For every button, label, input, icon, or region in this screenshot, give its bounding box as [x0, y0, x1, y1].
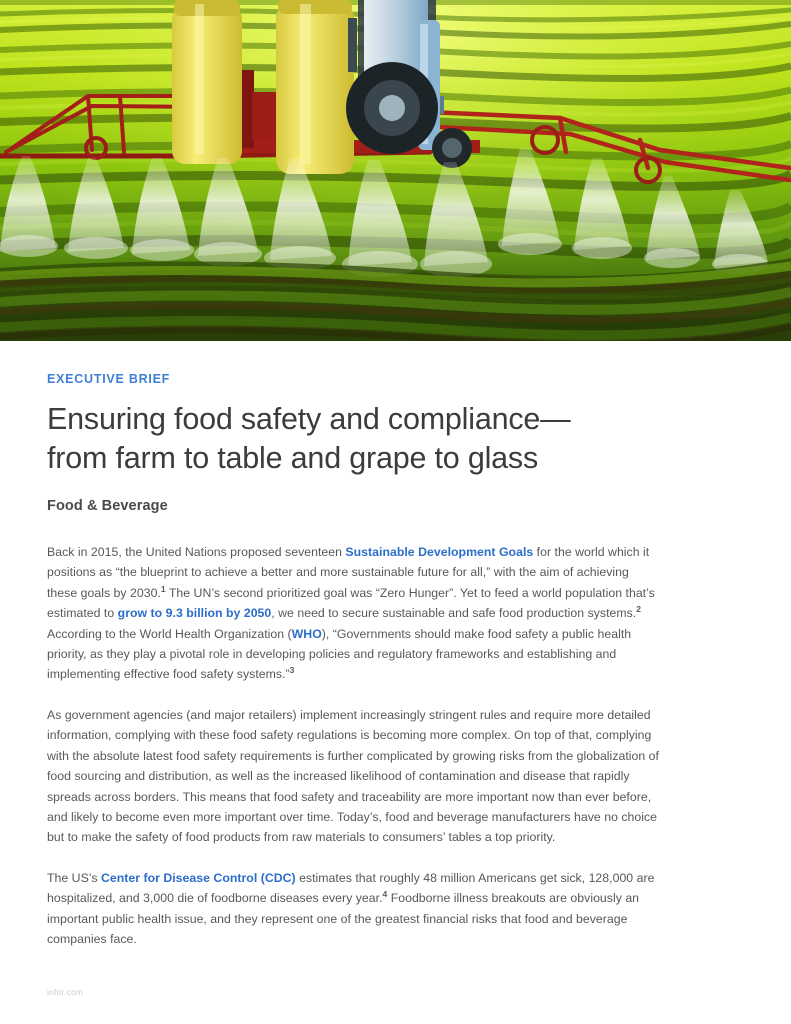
hero-image: [0, 0, 791, 341]
footer-site-url: infor.com: [47, 987, 84, 997]
p1-text-2: for the world which it positions as “the blueprint to achieve a better and more sustainable future for all,” with the aim of achieving these goals by 2030.: [47, 545, 650, 600]
page-title-line-1: Ensuring food safety and compliance—: [47, 401, 571, 436]
footnote-marker-4: 4: [382, 889, 388, 900]
p1-text-3: The UN’s second prioritized goal was “Zero Hunger”. Yet to feed a world population that’s estimated to: [47, 585, 655, 621]
paragraph-1: [47, 542, 659, 685]
eyebrow-label: EXECUTIVE BRIEF: [47, 372, 171, 386]
link-who[interactable]: WHO: [291, 626, 322, 641]
p1-text-4: , we need to secure sustainable and safe food production systems.: [271, 606, 637, 621]
link-cdc[interactable]: Center for Disease Control (CDC): [100, 870, 296, 885]
footnote-marker-3: 3: [289, 665, 295, 676]
paragraph-3: [47, 868, 659, 950]
document-body: [0, 341, 791, 949]
link-sustainable-development-goals[interactable]: Sustainable Development Goals: [345, 545, 534, 560]
p1-text-1: Back in 2015, the United Nations proposed seventeen: [47, 545, 346, 560]
p3-text-1: The US’s: [47, 870, 101, 885]
p1-text-6: ), “Governments should make food safety a public health priority, as they play a pivotal role in developing policies and regulatory frameworks and establishing and implementing effective food safety systems.”: [47, 626, 632, 682]
p1-text-5: According to the World Health Organization (: [47, 626, 292, 641]
hero-illustration: [0, 0, 791, 341]
p3-text-2: estimates that roughly 48 million Americans get sick, 128,000 are hospitalized, and 3,000 die of foodborne diseases every year.: [47, 870, 655, 906]
footnote-marker-1: 1: [160, 583, 166, 594]
body-copy: [47, 542, 659, 949]
link-grow-to-9-3-billion[interactable]: grow to 9.3 billion by 2050: [117, 606, 272, 621]
paragraph-2: As government agencies (and major retailers) implement increasingly stringent rules and require more detailed information, complying with these food safety regulations is becoming more complex. On top of that, complying with the absolute latest food safety requirements is further complicated by growing risks from the globalization of food sourcing and distribution, as well as the increased likelihood of contamination and disease that rapidly spreads across borders. This means that food safety and traceability are more important now than ever before, and likely to become even more important over time. Today’s, food and beverage manufacturers have no choice but to make the safety of food products from raw materials to consumers’ tables a top priority.: [47, 707, 659, 845]
page-title-line-2: from farm to table and grape to glass: [47, 441, 539, 476]
page-title: [47, 400, 687, 479]
page-subtitle: Food & Beverage: [47, 498, 168, 515]
p3-text-3: Foodborne illness breakouts are obviously an important public health issue, and they represent one of the greatest financial risks that food and beverage companies face.: [47, 891, 640, 946]
footnote-marker-2: 2: [636, 604, 641, 615]
